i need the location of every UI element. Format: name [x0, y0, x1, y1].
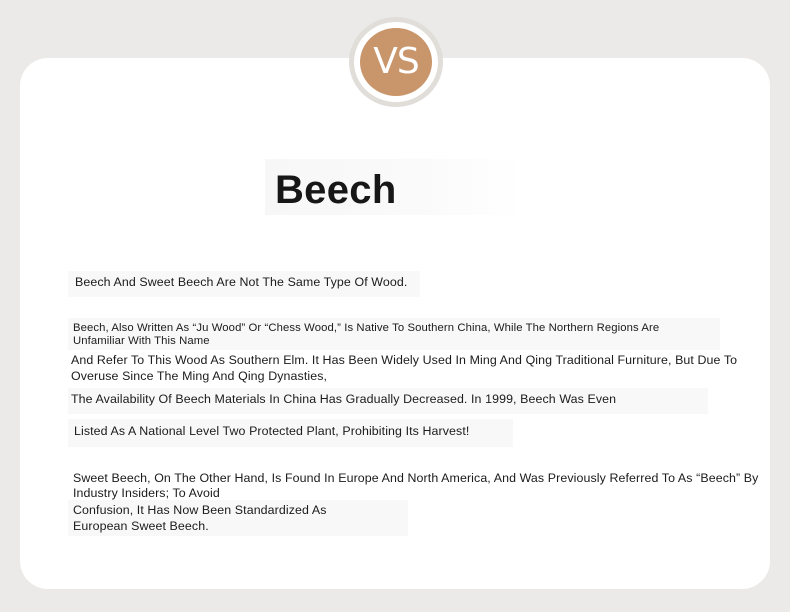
vs-badge-text: VS	[373, 41, 419, 82]
paragraph-standardized-line2: European Sweet Beech.	[73, 519, 209, 533]
paragraph-beech-line1: Beech, Also Written As “Ju Wood” Or “Chess Wood,” Is Native To Southern China, While The Northern Regions Are	[73, 322, 660, 334]
page-title: Beech	[275, 168, 397, 212]
vs-badge	[349, 17, 443, 107]
paragraph-sweet-beech-line2: Industry Insiders; To Avoid	[73, 486, 220, 500]
paragraph-intro: Beech And Sweet Beech Are Not The Same Type Of Wood.	[75, 275, 408, 289]
paragraph-availability: The Availability Of Beech Materials In China Has Gradually Decreased. In 1999, Beech Was Even	[71, 392, 617, 406]
vs-badge-border	[354, 22, 438, 102]
paragraph-southern-elm-line2: Overuse Since The Ming And Qing Dynasties,	[71, 369, 328, 383]
paragraph-southern-elm-line1: And Refer To This Wood As Southern Elm. It Has Been Widely Used In Ming And Qing Traditional Furniture, But Due To	[71, 353, 738, 367]
paragraph-beech-line2: Unfamiliar With This Name	[73, 335, 210, 347]
paragraph-sweet-beech-line1: Sweet Beech, On The Other Hand, Is Found In Europe And North America, And Was Previously Referred To As “Beech” By	[73, 471, 759, 485]
paragraph-protected: Listed As A National Level Two Protected Plant, Prohibiting Its Harvest!	[74, 424, 470, 438]
paragraph-standardized-line1: Confusion, It Has Now Been Standardized As	[73, 503, 327, 517]
vs-circle	[360, 28, 432, 96]
